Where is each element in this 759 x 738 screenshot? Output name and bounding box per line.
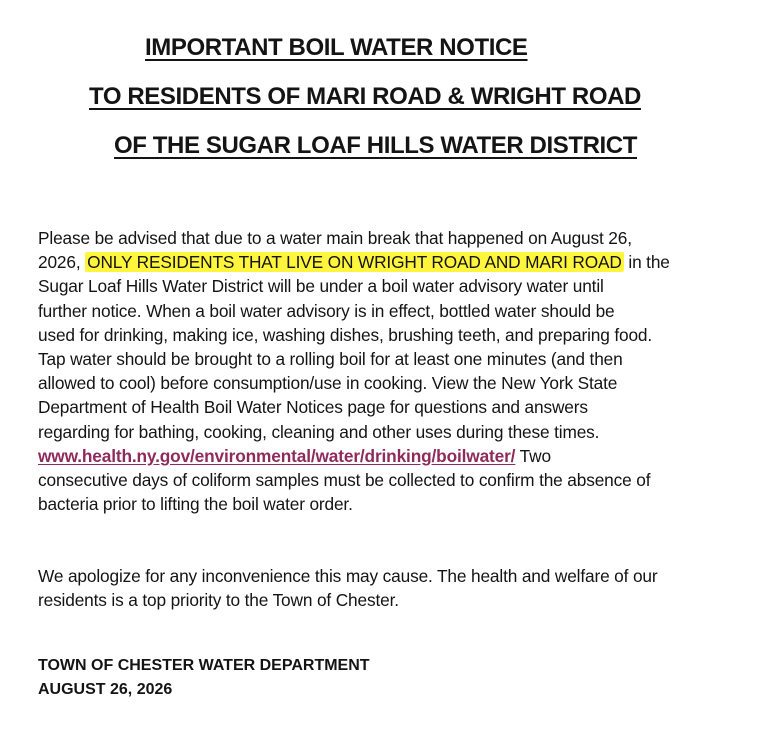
paragraph-line: Please be advised that due to a water main break that happened on August 26, bbox=[38, 228, 632, 248]
highlighted-residents-text: ONLY RESIDENTS THAT LIVE ON WRIGHT ROAD AND MARI ROAD bbox=[87, 252, 622, 273]
paragraph-line: Tap water should be brought to a rolling boil for at least one minutes (and then bbox=[38, 349, 623, 370]
apology-paragraph bbox=[38, 564, 743, 612]
advisory-paragraph bbox=[38, 226, 743, 516]
paragraph-line: used for drinking, making ice, washing dishes, brushing teeth, and preparing food. bbox=[38, 324, 653, 345]
paragraph-line: We apologize for any inconvenience this may cause. The health and welfare of our bbox=[38, 566, 658, 586]
line-text: Two bbox=[515, 445, 551, 466]
notice-title bbox=[0, 33, 759, 180]
paragraph-line: Department of Health Boil Water Notices page for questions and answers bbox=[38, 397, 588, 418]
signature-block bbox=[38, 654, 370, 702]
health-department-link[interactable]: www.health.ny.gov/environmental/water/drinking/boilwater/ bbox=[38, 445, 516, 466]
title-line-2: TO RESIDENTS OF MARI ROAD & WRIGHT ROAD bbox=[89, 83, 641, 110]
notice-date: AUGUST 26, 2026 bbox=[38, 681, 173, 698]
line-text: 2026, bbox=[38, 252, 86, 273]
paragraph-line bbox=[38, 444, 743, 468]
title-line-3: OF THE SUGAR LOAF HILLS WATER DISTRICT bbox=[114, 132, 637, 159]
paragraph-line: consecutive days of coliform samples must be collected to confirm the absence of bbox=[38, 470, 651, 491]
paragraph-line: allowed to cool) before consumption/use in cooking. View the New York State bbox=[38, 373, 618, 394]
line-text: in the bbox=[623, 252, 670, 273]
paragraph-line: residents is a top priority to the Town of Chester. bbox=[38, 590, 399, 611]
title-line-1: IMPORTANT BOIL WATER NOTICE bbox=[145, 34, 528, 61]
paragraph-line bbox=[38, 250, 743, 274]
paragraph-line: further notice. When a boil water advisory is in effect, bottled water should be bbox=[38, 300, 615, 321]
paragraph-line: Sugar Loaf Hills Water District will be under a boil water advisory water until bbox=[38, 276, 604, 297]
paragraph-line: bacteria prior to lifting the boil water order. bbox=[38, 494, 353, 515]
paragraph-line: regarding for bathing, cooking, cleaning and other uses during these times. bbox=[38, 421, 600, 442]
department-name: TOWN OF CHESTER WATER DEPARTMENT bbox=[38, 657, 370, 674]
